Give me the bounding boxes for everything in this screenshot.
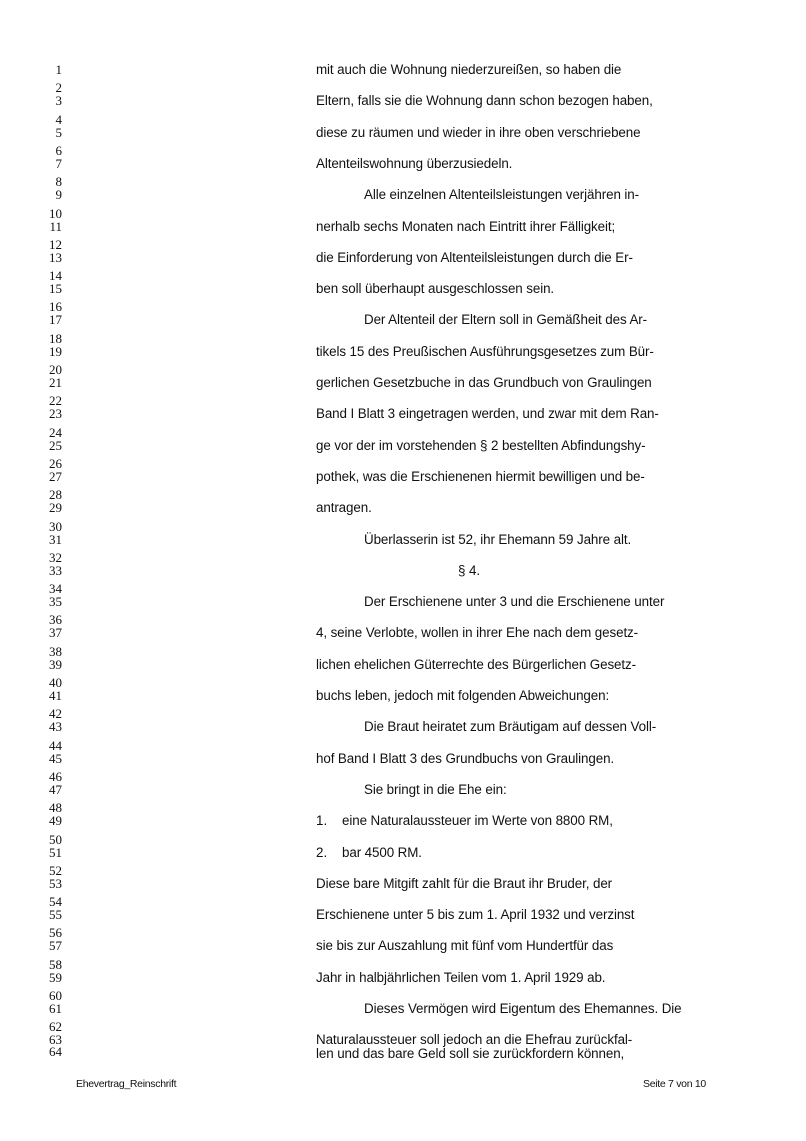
line-number: 64 <box>49 1044 62 1059</box>
line-number: 26 <box>49 455 62 471</box>
text-line: Sie bringt in die Ehe ein: <box>364 781 507 797</box>
line-number: 35 <box>49 594 62 610</box>
line-number: 48 <box>49 800 62 816</box>
line-number: 34 <box>49 581 62 597</box>
line-number: 31 <box>49 531 62 547</box>
line-number: 1 <box>55 62 62 77</box>
line-number: 62 <box>49 1019 62 1035</box>
text-line: Band I Blatt 3 eingetragen werden, und zwar mit dem Ran- <box>316 406 659 422</box>
line-number: 56 <box>49 925 62 941</box>
line-number: 44 <box>49 737 62 753</box>
text-line: Der Altenteil der Eltern soll in Gemäßheit des Ar- <box>364 312 648 328</box>
text-line: buchs leben, jedoch mit folgenden Abweichungen: <box>316 688 610 703</box>
line-number: 8 <box>55 174 62 190</box>
list-marker: 2. <box>316 844 328 860</box>
line-number: 43 <box>49 719 62 735</box>
text-line: Diese bare Mitgift zahlt für die Braut ihr Bruder, der <box>316 875 613 891</box>
line-number: 54 <box>49 894 62 910</box>
line-number: 4 <box>55 111 62 127</box>
line-number: 7 <box>55 155 62 171</box>
line-number: 32 <box>49 549 62 565</box>
line-number: 23 <box>49 406 62 422</box>
line-number: 41 <box>49 688 62 703</box>
line-number: 27 <box>49 468 62 484</box>
text-line: ge vor der im vorstehenden § 2 bestellten Abfindungshy- <box>316 437 646 453</box>
line-number: 20 <box>49 362 62 377</box>
line-number: 46 <box>49 768 62 784</box>
line-number: 17 <box>49 312 62 328</box>
line-number: 47 <box>49 781 62 797</box>
text-line: lichen ehelichen Güterrechte des Bürgerlichen Gesetz- <box>316 656 636 672</box>
line-number: 37 <box>49 625 62 641</box>
line-number: 51 <box>49 844 62 860</box>
line-number: 39 <box>49 656 62 672</box>
line-number: 60 <box>49 988 62 1003</box>
line-number: 53 <box>49 875 62 891</box>
line-number: 15 <box>49 281 62 297</box>
line-number: 29 <box>49 500 62 516</box>
line-number: 61 <box>49 1001 62 1016</box>
line-number: 10 <box>49 205 62 221</box>
text-line: 4, seine Verlobte, wollen in ihrer Ehe nach dem gesetz- <box>316 625 639 641</box>
line-number: 63 <box>49 1032 62 1048</box>
line-number: 9 <box>55 187 62 203</box>
text-line: len und das bare Geld soll sie zurückfordern können, <box>316 1046 625 1062</box>
text-line: mit auch die Wohnung niederzureißen, so haben die <box>316 62 622 77</box>
text-line: Die Braut heiratet zum Bräutigam auf dessen Voll- <box>364 719 657 735</box>
text-line: diese zu räumen und wieder in ihre oben verschriebene <box>316 124 641 140</box>
text-line: ben soll überhaupt ausgeschlossen sein. <box>316 281 555 297</box>
section-heading: § 4. <box>458 562 480 578</box>
footer-document-name: Ehevertrag_Reinschrift <box>76 1078 177 1090</box>
line-number: 5 <box>55 124 62 140</box>
text-line: tikels 15 des Preußischen Ausführungsgesetzes zum Bür- <box>316 343 654 359</box>
line-number: 28 <box>49 487 62 503</box>
text-line: Dieses Vermögen wird Eigentum des Ehemannes. Die <box>364 1001 682 1016</box>
line-number: 50 <box>49 831 62 847</box>
line-number: 30 <box>49 518 62 534</box>
line-number: 21 <box>49 375 62 390</box>
line-number: 40 <box>49 675 62 690</box>
line-number: 22 <box>49 393 62 409</box>
text-line: Überlasserin ist 52, ihr Ehemann 59 Jahre alt. <box>364 531 632 547</box>
text-line: Erschienene unter 5 bis zum 1. April 1932 und verzinst <box>316 907 635 923</box>
text-line: eine Naturalaussteuer im Werte von 8800 RM, <box>342 813 613 829</box>
text-line: sie bis zur Auszahlung mit fünf vom Hundertfür das <box>316 938 614 954</box>
line-number: 3 <box>55 93 62 109</box>
text-line: Altenteilswohnung überzusiedeln. <box>316 155 513 171</box>
line-number: 11 <box>49 218 62 234</box>
line-number: 14 <box>49 268 62 284</box>
line-number: 6 <box>55 142 62 158</box>
text-line: Eltern, falls sie die Wohnung dann schon bezogen haben, <box>316 93 653 109</box>
line-number: 38 <box>49 643 62 659</box>
footer-page-info: Seite 7 von 10 <box>643 1078 706 1090</box>
text-line: antragen. <box>316 500 372 516</box>
text-line: bar 4500 RM. <box>342 844 422 860</box>
text-line: Alle einzelnen Altenteilsleistungen verjähren in- <box>364 187 639 203</box>
line-number: 12 <box>49 236 62 252</box>
list-marker: 1. <box>316 813 328 829</box>
line-number: 2 <box>55 80 62 96</box>
line-number: 13 <box>49 249 62 265</box>
line-number: 59 <box>49 969 62 985</box>
line-number: 42 <box>49 706 62 722</box>
text-line: hof Band I Blatt 3 des Grundbuchs von Graulingen. <box>316 750 615 766</box>
line-number: 57 <box>49 938 62 954</box>
text-line: Naturalaussteuer soll jedoch an die Ehefrau zurückfal- <box>316 1032 633 1048</box>
line-number: 58 <box>49 956 62 972</box>
line-number: 25 <box>49 437 62 453</box>
text-line: nerhalb sechs Monaten nach Eintritt ihrer Fälligkeit; <box>316 218 616 234</box>
line-number: 52 <box>49 862 62 878</box>
line-number: 24 <box>49 424 62 440</box>
text-line: pothek, was die Erschienenen hiermit bewilligen und be- <box>316 468 645 484</box>
line-number: 16 <box>49 299 62 315</box>
line-number: 33 <box>49 562 62 578</box>
line-number: 55 <box>49 907 62 923</box>
line-number: 49 <box>49 813 62 829</box>
text-line: Jahr in halbjährlichen Teilen vom 1. April 1929 ab. <box>316 969 606 985</box>
line-number: 36 <box>49 612 62 628</box>
text-line: gerlichen Gesetzbuche in das Grundbuch von Graulingen <box>316 375 652 390</box>
line-number: 45 <box>49 750 62 766</box>
text-line: Der Erschienene unter 3 und die Erschienene unter <box>364 594 665 610</box>
line-number: 18 <box>49 330 62 346</box>
line-number: 19 <box>49 343 62 359</box>
text-line: die Einforderung von Altenteilsleistungen durch die Er- <box>316 249 633 265</box>
